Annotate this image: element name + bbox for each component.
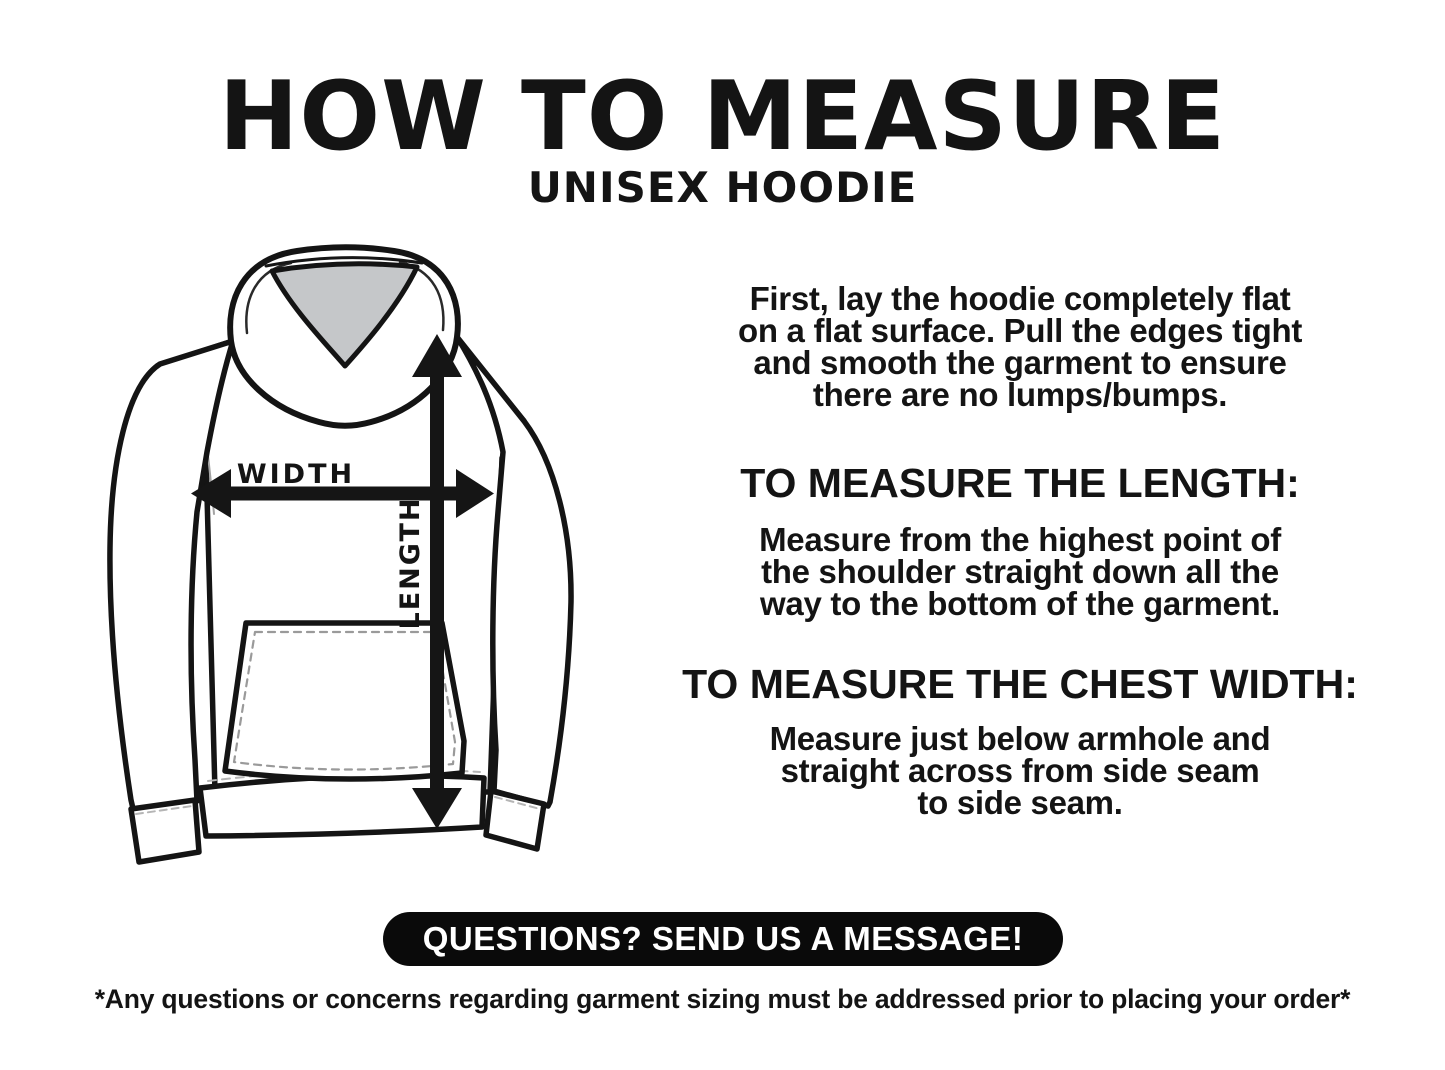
length-body-line: the shoulder straight down all the: [761, 553, 1279, 590]
page-subtitle: UNISEX HOODIE: [527, 163, 918, 212]
chest-width-section-heading: TO MEASURE THE CHEST WIDTH:: [682, 661, 1358, 707]
length-body-line: way to the bottom of the garment.: [760, 585, 1280, 622]
chest-width-body-line: to side seam.: [917, 784, 1123, 821]
right-cuff: [486, 791, 544, 849]
sizing-disclaimer: *Any questions or concerns regarding garment sizing must be addressed prior to placing your order*: [94, 984, 1351, 1014]
send-message-button[interactable]: [383, 912, 1063, 966]
chest-width-section-body: [655, 720, 1385, 821]
page-title: HOW TO MEASURE: [218, 62, 1227, 172]
length-body-line: Measure from the highest point of: [759, 521, 1281, 558]
intro-line: First, lay the hoodie completely flat: [749, 280, 1291, 317]
intro-line: and smooth the garment to ensure: [753, 344, 1287, 381]
intro-line: on a flat surface. Pull the edges tight: [737, 312, 1303, 349]
intro-paragraph: [655, 280, 1385, 413]
instructions-column: [655, 0, 1385, 900]
chest-width-body-line: Measure just below armhole and: [769, 720, 1271, 757]
length-section-body: [655, 521, 1385, 622]
kangaroo-pocket: [225, 623, 464, 779]
width-label: WIDTH: [236, 459, 356, 490]
chest-width-body-line: straight across from side seam: [780, 752, 1260, 789]
intro-line: there are no lumps/bumps.: [812, 376, 1228, 413]
length-label: LENGTH: [395, 496, 426, 630]
send-message-label: QUESTIONS? SEND US A MESSAGE!: [422, 920, 1024, 957]
length-section-heading: TO MEASURE THE LENGTH:: [740, 460, 1300, 506]
